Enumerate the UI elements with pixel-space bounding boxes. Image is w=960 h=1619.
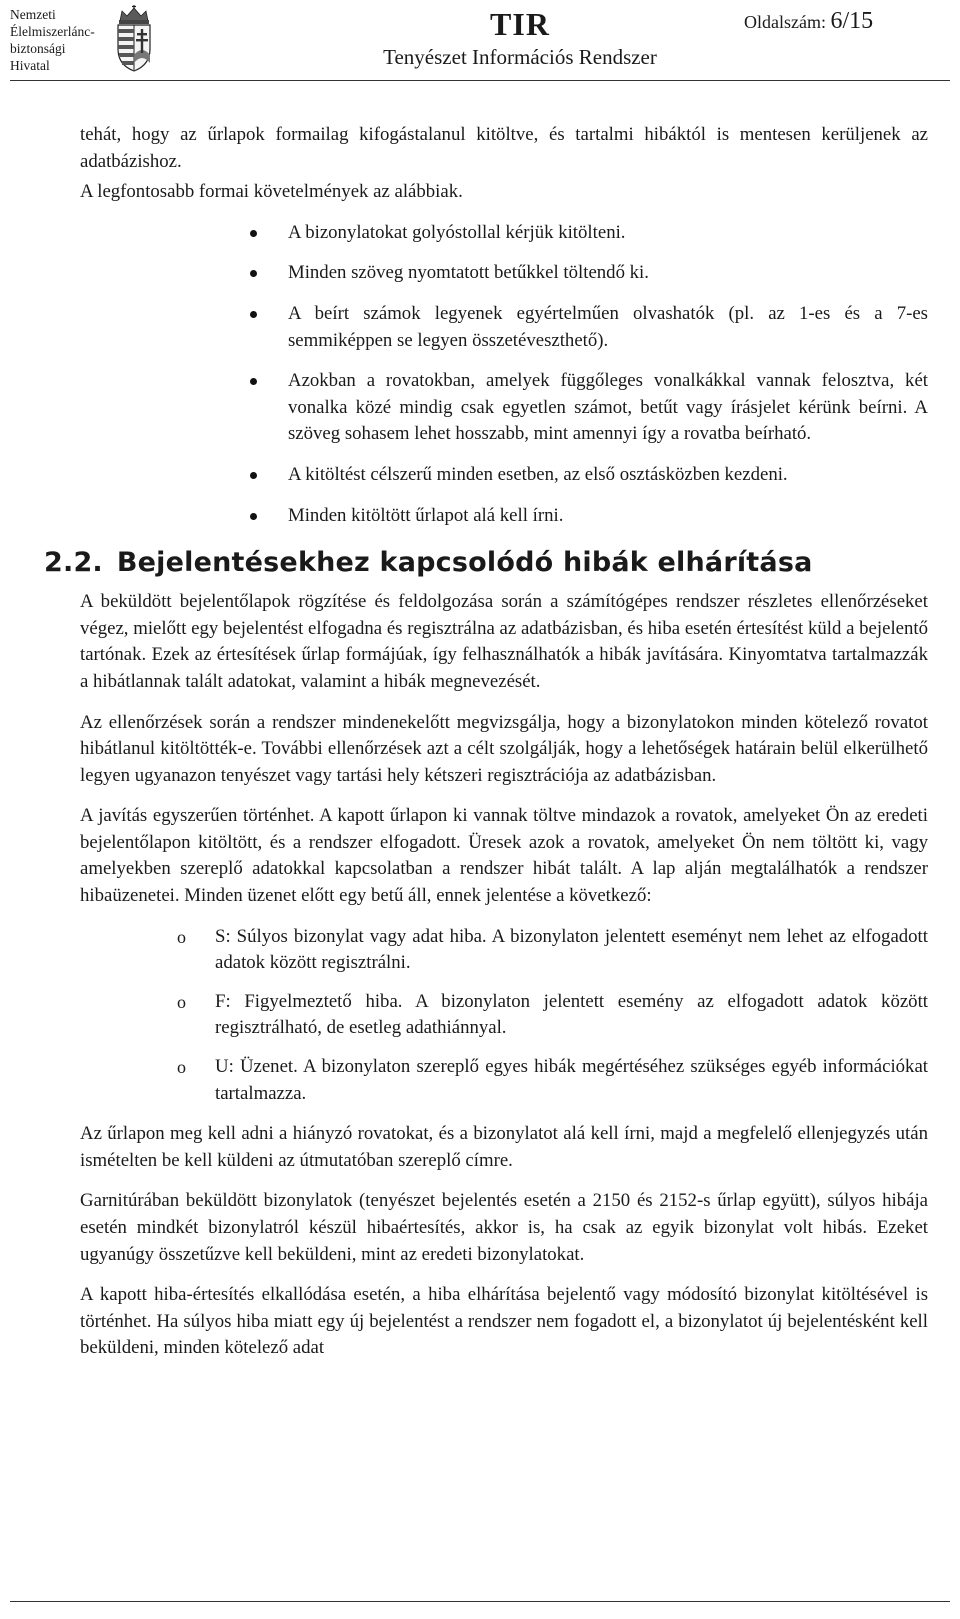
document-body xyxy=(44,122,928,1376)
body-paragraph: A kapott hiba-értesítés elkallódása esetén, a hiba elhárítása bejelentő vagy módosító bizonylat kitöltésével is történhet. Ha súlyos hiba miatt egy új bejelentést a rendszer nem fogadott el, a bizonylatot új bejelentésként kell beküldeni, minden kötelező adat xyxy=(80,1284,928,1359)
org-line-2: Élelmiszerlánc- xyxy=(10,24,95,39)
list-item: Minden kitöltött űrlapot alá kell írni. xyxy=(80,503,928,530)
header-divider xyxy=(10,80,950,81)
hungarian-coat-of-arms-icon xyxy=(114,5,154,73)
formal-requirements-list xyxy=(80,220,928,529)
body-paragraph: A beküldött bejelentőlapok rögzítése és feldolgozása során a számítógépes rendszer részletes ellenőrzéseket végez, mielőtt egy bejelentést elfogadna és regisztrálna az adatbázisban, és hiba esetén értesítést küld a bejelentő tartónak. Ezek az értesítések űrlap formájúak, így felhasználhatók a hibák javítására. Kinyomtatva tartalmazzák a hibátlannak talált adatokat, valamint a hibák megnevezését. xyxy=(80,591,928,692)
body-paragraph: Garnitúrában beküldött bizonylatok (tenyészet bejelentés esetén a 2150 és 2152-s űrlap együtt), súlyos hibája esetén mindkét bizonylatról készül hibaértesítés, akkor is, ha csak az egyik bizonylat volt hibás. Ezeket ugyanúgy összetűzve kell beküldeni, mint az eredeti bizonylatokat. xyxy=(80,1190,928,1265)
list-item: A kitöltést célszerű minden esetben, az első osztásközben kezdeni. xyxy=(80,462,928,489)
page-number-block xyxy=(744,8,873,35)
page-number-label: Oldalszám: xyxy=(744,12,826,32)
body-paragraph: Az ellenőrzések során a rendszer mindenekelőtt megvizsgálja, hogy a bizonylatokon minden kötelező rovatot hibátlanul kitöltötték-e. További ellenőrzések azt a célt szolgálják, hogy a lehetőségek határain belül elkerülhető legyen ugyanazon tenyészet vagy tartási hely kétszeri regisztrációja az adatbázisban. xyxy=(80,711,928,786)
intro-paragraph: tehát, hogy az űrlapok formailag kifogástalanul kitöltve, és tartalmi hibáktól is mentesen kerüljenek az adatbázishoz. xyxy=(80,124,928,172)
system-acronym: TIR xyxy=(490,6,550,42)
list-item: A bizonylatokat golyóstollal kérjük kitölteni. xyxy=(80,220,928,247)
body-paragraph: Az űrlapon meg kell adni a hiányzó rovatokat, és a bizonylatot alá kell írni, majd a megfelelő ellenjegyzés után ismételten be kell küldeni az útmutatóban szereplő címre. xyxy=(80,1123,928,1171)
list-item: Minden szöveg nyomtatott betűkkel töltendő ki. xyxy=(80,260,928,287)
list-item: o F: Figyelmeztető hiba. A bizonylaton jelentett esemény az elfogadott adatok között regisztrálható, de esetleg adathiánnyal. xyxy=(80,989,928,1042)
section-heading xyxy=(44,547,928,579)
list-item: A beírt számok legyenek egyértelműen olvashatók (pl. az 1-es és a 7-es semmiképpen se legyen összetéveszthető). xyxy=(80,301,928,354)
requirements-lead: A legfontosabb formai követelmények az alábbiak. xyxy=(80,181,463,203)
error-code-list xyxy=(80,924,928,1108)
list-item: Azokban a rovatokban, amelyek függőleges vonalkákkal vannak felosztva, két vonalka közé mindig csak egyetlen számot, betűt vagy írásjelet kérünk beírni. A szöveg sohasem lehet hosszabb, mint amennyi így a rovatba beírható. xyxy=(80,368,928,448)
page-number: 6/15 xyxy=(830,8,874,34)
org-line-4: Hivatal xyxy=(10,58,50,73)
organization-name xyxy=(10,6,130,74)
section-number: 2.2. xyxy=(44,547,103,579)
list-item: o U: Üzenet. A bizonylaton szereplő egyes hibák megértéséhez szükséges egyéb információkat tartalmazza. xyxy=(80,1054,928,1107)
org-line-3: biztonsági xyxy=(10,41,66,56)
page-header xyxy=(0,0,960,78)
org-line-1: Nemzeti xyxy=(10,7,56,22)
system-full-name: Tenyészet Információs Rendszer xyxy=(383,45,657,69)
body-paragraph: A javítás egyszerűen történhet. A kapott űrlapon ki vannak töltve mindazok a rovatok, amelyeket Ön az eredeti bejelentőlapon kitöltött, és a rendszer elfogadott. Üresek azok a rovatok, amelyeket Ön nem töltött ki, vagy amelyekben szereplő adatokkal kapcsolatban a rendszer hibát talált. A lap alján megtalálhatók a rendszer hibaüzenetei. Minden üzenet előtt egy betű áll, ennek jelentése a következő: xyxy=(80,805,928,907)
footer-divider xyxy=(10,1601,950,1602)
list-item: o S: Súlyos bizonylat vagy adat hiba. A bizonylaton jelentett eseményt nem lehet az elfogadott adatok között regisztrálni. xyxy=(80,924,928,977)
section-title: Bejelentésekhez kapcsolódó hibák elhárítása xyxy=(116,547,813,579)
